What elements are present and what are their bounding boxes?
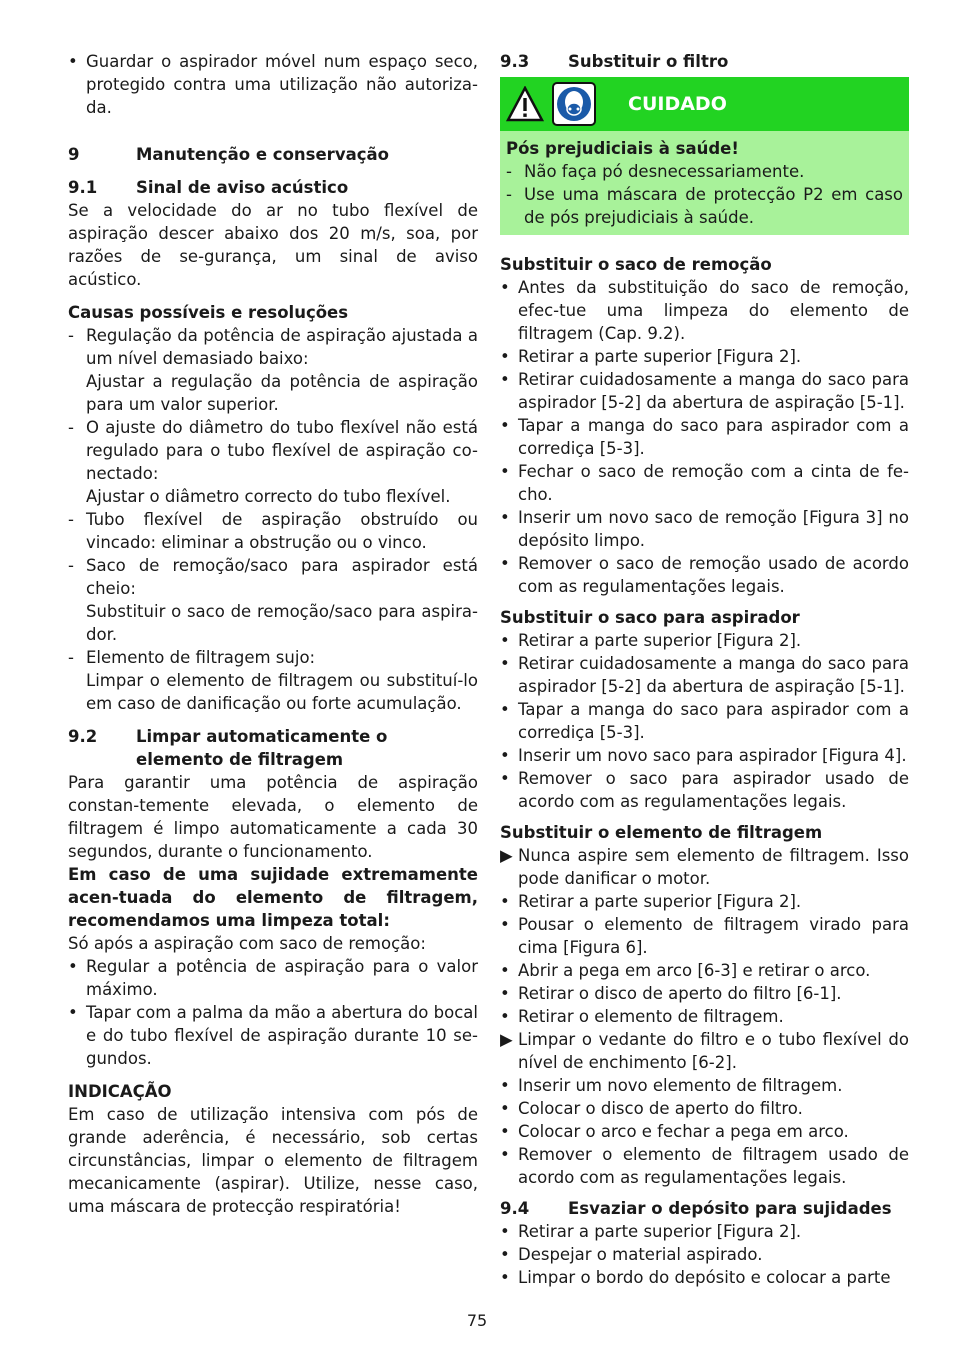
page-number: 75 xyxy=(466,1311,488,1330)
warning-list xyxy=(506,160,903,229)
section-title: Limpar automaticamente o elemento de filtragem xyxy=(136,727,388,769)
list-marker: • xyxy=(500,1222,510,1241)
list-item-text: Limpar o bordo do depósito e colocar a parte xyxy=(518,1268,891,1287)
list-item xyxy=(506,160,903,183)
list-item-text: Retirar cuidadosamente a manga do saco para aspirador [5-2] da abertura de aspiração [5-1]. xyxy=(518,370,909,412)
cause-fix: Substituir o saco de remoção/saco para aspira-dor. xyxy=(86,602,478,644)
list-marker: • xyxy=(500,278,510,297)
list-marker: • xyxy=(500,370,510,389)
list-item-text: Nunca aspire sem elemento de filtragem. Isso pode danificar o motor. xyxy=(518,846,909,888)
list-item xyxy=(500,1243,909,1266)
list-item-text: Retirar a parte superior [Figura 2]. xyxy=(518,347,802,366)
list-item-text: Saco de remoção/saco para aspirador está cheio: xyxy=(86,556,478,598)
list-marker: - xyxy=(68,556,74,575)
list-marker: • xyxy=(500,347,510,366)
section-heading-9-4 xyxy=(500,1197,909,1220)
list-item xyxy=(500,844,909,890)
list-marker: • xyxy=(68,957,78,976)
list-item xyxy=(500,1120,909,1143)
list-item-text: Remover o saco para aspirador usado de acordo com as regulamentações legais. xyxy=(518,769,909,811)
list-item-text: Inserir um novo saco para aspirador [Figura 4]. xyxy=(518,746,907,765)
list-marker: • xyxy=(500,654,510,673)
section-number: 9 xyxy=(68,145,80,164)
section-number: 9.1 xyxy=(68,178,98,197)
list-item-text: Regulação da potência de aspiração ajustada a um nível demasiado baixo: xyxy=(86,326,478,368)
list-item xyxy=(68,324,478,370)
list-item xyxy=(68,554,478,600)
list-item-text: Tapar a manga do saco para aspirador com a corrediça [5-3]. xyxy=(518,416,909,458)
list-item xyxy=(500,698,909,744)
list-item xyxy=(500,959,909,982)
section-title: Esvaziar o depósito para sujidades xyxy=(568,1199,892,1218)
list-item-text: Remover o saco de remoção usado de acordo com as regulamentações legais. xyxy=(518,554,909,596)
list-item xyxy=(68,1001,478,1070)
list-marker: • xyxy=(500,1245,510,1264)
list-item-text: Use uma máscara de protecção P2 em caso de pós prejudiciais à saúde. xyxy=(524,185,903,227)
section-number: 9.4 xyxy=(500,1199,530,1218)
section-title: Substituir o filtro xyxy=(568,52,729,71)
section-number: 9.3 xyxy=(500,52,530,71)
list-item xyxy=(500,552,909,598)
list-item xyxy=(500,1097,909,1120)
vac-title: Substituir o saco para aspirador xyxy=(500,608,800,627)
list-item xyxy=(506,183,903,229)
list-item xyxy=(500,890,909,913)
list-marker: • xyxy=(500,961,510,980)
list-item-text: O ajuste do diâmetro do tubo flexível não está regulado para o tubo flexível de aspiração co-nectado: xyxy=(86,418,478,483)
section-9-1-body: Se a velocidade do ar no tubo flexível de aspiração descer abaixo dos 20 m/s, soa, por razões de se-gurança, um sinal de aviso acústico. xyxy=(68,201,478,289)
list-marker: - xyxy=(506,162,512,181)
warning-label: CUIDADO xyxy=(628,93,727,115)
list-marker: ▶ xyxy=(500,846,513,865)
list-item xyxy=(500,368,909,414)
vac-list xyxy=(500,629,909,813)
list-item xyxy=(500,1074,909,1097)
list-item-text: Pousar o elemento de filtragem virado para cima [Figura 6]. xyxy=(518,915,909,957)
list-item-text: Limpar o vedante do filtro e o tubo flexível do nível de enchimento [6-2]. xyxy=(518,1030,909,1072)
list-item-text: Tapar a manga do saco para aspirador com a corrediça [5-3]. xyxy=(518,700,909,742)
left-column xyxy=(68,50,478,1218)
list-item-text: Retirar o disco de aperto do filtro [6-1]. xyxy=(518,984,842,1003)
list-item-text: Fechar o saco de remoção com a cinta de fe-cho. xyxy=(518,462,909,504)
warning-body xyxy=(500,131,909,235)
section-heading-9-1 xyxy=(68,176,478,199)
list-item-text: Abrir a pega em arco [6-3] e retirar o arco. xyxy=(518,961,871,980)
list-marker: • xyxy=(500,1099,510,1118)
list-marker: • xyxy=(500,1268,510,1287)
list-item-text: Elemento de filtragem sujo: xyxy=(86,648,316,667)
list-item-text: Retirar a parte superior [Figura 2]. xyxy=(518,892,802,911)
filter-title: Substituir o elemento de filtragem xyxy=(500,823,823,842)
bag-title: Substituir o saco de remoção xyxy=(500,255,772,274)
list-item xyxy=(68,646,478,669)
list-item xyxy=(500,345,909,368)
list-item xyxy=(68,508,478,554)
note-body: Em caso de utilização intensiva com pós de grande aderência, é necessário, sob certas circunstâncias, limpar o elemento de filtragem mecanicamente (aspirar). Utilize, nesse caso, uma máscara de protecção respiratória! xyxy=(68,1105,478,1216)
right-column xyxy=(500,50,909,1289)
section-number: 9.2 xyxy=(68,727,98,746)
list-marker: - xyxy=(506,185,512,204)
list-marker: - xyxy=(68,510,74,529)
list-item-text: Tubo flexível de aspiração obstruído ou vincado: eliminar a obstrução ou o vinco. xyxy=(86,510,478,552)
list-marker: • xyxy=(500,462,510,481)
list-marker: • xyxy=(500,746,510,765)
section-title: Manutenção e conservação xyxy=(136,145,389,164)
list-item xyxy=(500,506,909,552)
list-item xyxy=(68,955,478,1001)
list-marker: • xyxy=(500,1007,510,1026)
list-item xyxy=(500,1143,909,1189)
list-item xyxy=(500,1220,909,1243)
list-item xyxy=(500,629,909,652)
list-marker: • xyxy=(500,416,510,435)
list-marker: • xyxy=(500,769,510,788)
respirator-mask-icon xyxy=(552,82,596,126)
list-marker: • xyxy=(500,631,510,650)
list-item xyxy=(500,652,909,698)
list-item-text: Retirar a parte superior [Figura 2]. xyxy=(518,1222,802,1241)
bag-list xyxy=(500,276,909,598)
section-9-2-body: Para garantir uma potência de aspiração constan-temente elevada, o elemento de filtragem é limpo automaticamente a cada 30 segundos, durante o funcionamento. xyxy=(68,773,478,861)
list-item xyxy=(500,1005,909,1028)
section-9-4-list xyxy=(500,1220,909,1289)
bullet: • xyxy=(68,52,78,71)
section-9-2-only: Só após a aspiração com saco de remoção: xyxy=(68,934,426,953)
list-marker: • xyxy=(500,700,510,719)
section-title: Sinal de aviso acústico xyxy=(136,178,349,197)
list-item-text: Colocar o disco de aperto do filtro. xyxy=(518,1099,803,1118)
list-item xyxy=(500,744,909,767)
list-marker: • xyxy=(500,1122,510,1141)
list-marker: • xyxy=(500,508,510,527)
section-9-2-list xyxy=(68,955,478,1070)
list-item xyxy=(500,767,909,813)
list-item xyxy=(500,1028,909,1074)
list-item xyxy=(500,276,909,345)
list-item xyxy=(68,50,478,119)
warning-triangle-icon xyxy=(506,86,544,122)
list-item xyxy=(500,913,909,959)
section-9-2-bold: Em caso de uma sujidade extremamente acen-tuada do elemento de filtragem, recomendamos uma limpeza total: xyxy=(68,865,478,930)
list-marker: • xyxy=(68,1003,78,1022)
list-marker: • xyxy=(500,554,510,573)
list-item-text: Antes da substituição do saco de remoção, efec-tue uma limpeza do elemento de filtragem (Cap. 9.2). xyxy=(518,278,909,343)
cause-fix: Ajustar o diâmetro correcto do tubo flexível. xyxy=(86,487,451,506)
causes-list xyxy=(68,324,478,715)
list-item xyxy=(500,460,909,506)
list-marker: - xyxy=(68,326,74,345)
list-item xyxy=(500,982,909,1005)
list-item-text: Inserir um novo elemento de filtragem. xyxy=(518,1076,843,1095)
note-title: INDICAÇÃO xyxy=(68,1082,172,1101)
warning-header xyxy=(500,77,909,131)
list-item xyxy=(500,414,909,460)
list-item-text: Retirar o elemento de filtragem. xyxy=(518,1007,784,1026)
list-marker: • xyxy=(500,984,510,1003)
list-item-text: Regular a potência de aspiração para o valor máximo. xyxy=(86,957,478,999)
causes-title: Causas possíveis e resoluções xyxy=(68,303,349,322)
list-item xyxy=(68,416,478,485)
list-item-text: Não faça pó desnecessariamente. xyxy=(524,162,805,181)
list-marker: • xyxy=(500,915,510,934)
cause-fix: Limpar o elemento de filtragem ou substituí-lo em caso de danificação ou forte acumulação. xyxy=(86,671,478,713)
list-item-text: Remover o elemento de filtragem usado de acordo com as regulamentações legais. xyxy=(518,1145,909,1187)
section-heading-9-2 xyxy=(68,725,478,771)
list-item-text: Colocar o arco e fechar a pega em arco. xyxy=(518,1122,849,1141)
list-item-text: Despejar o material aspirado. xyxy=(518,1245,763,1264)
list-item-text: Retirar a parte superior [Figura 2]. xyxy=(518,631,802,650)
list-marker: - xyxy=(68,648,74,667)
filter-list xyxy=(500,844,909,1189)
list-marker: • xyxy=(500,1145,510,1164)
list-marker: • xyxy=(500,892,510,911)
section-heading-9-3 xyxy=(500,50,909,73)
list-item xyxy=(500,1266,909,1289)
list-item-text: Retirar cuidadosamente a manga do saco para aspirador [5-2] da abertura de aspiração [5-1]. xyxy=(518,654,909,696)
list-item-text: Inserir um novo saco de remoção [Figura 3] no depósito limpo. xyxy=(518,508,909,550)
warning-title: Pós prejudiciais à saúde! xyxy=(506,139,739,158)
section-heading-9 xyxy=(68,143,478,166)
intro-bullet-text: Guardar o aspirador móvel num espaço seco, protegido contra uma utilização não autoriza-da. xyxy=(86,52,478,117)
cause-fix: Ajustar a regulação da potência de aspiração para um valor superior. xyxy=(86,372,478,414)
list-item-text: Tapar com a palma da mão a abertura do bocal e do tubo flexível de aspiração durante 10 se-gundos. xyxy=(86,1003,478,1068)
list-marker: - xyxy=(68,418,74,437)
list-marker: ▶ xyxy=(500,1030,513,1049)
list-marker: • xyxy=(500,1076,510,1095)
